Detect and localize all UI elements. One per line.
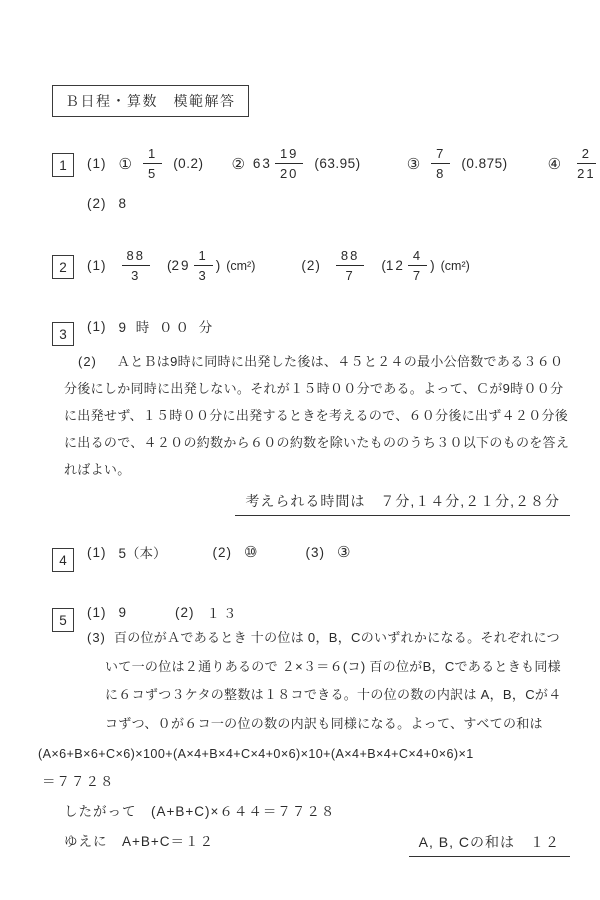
problem-3-q1-row — [87, 316, 570, 336]
decimal-note: (0.875) — [461, 156, 508, 171]
final-answer: 考えられる時間は ７分,１４分,２１分,２８分 — [235, 491, 570, 516]
problem-4 — [52, 542, 570, 572]
circled-1-icon: ① — [118, 155, 132, 173]
problem-2-answers-row — [87, 249, 570, 282]
final-answer: A, B, Cの和は １２ — [409, 832, 570, 857]
fraction — [275, 147, 303, 180]
fraction-denominator: 21 — [577, 166, 596, 181]
problem-2 — [52, 249, 570, 282]
equation-therefore: したがって (A+B+C)×６４４＝７７２８ — [64, 804, 336, 819]
unit-label: (cm²) — [226, 258, 256, 273]
paren-open: ( — [166, 258, 172, 273]
sum-formula: (A×6+B×6+C×6)×100+(A×4+B×4+C×4+0×6)×10+(A×4+B×4+C×4+0×6)×1 — [38, 747, 474, 761]
fraction-numerator: 7 — [431, 147, 450, 164]
problem-1-q2-row — [87, 196, 600, 211]
q-label: (1) — [87, 604, 107, 620]
q-label: (1) — [87, 318, 107, 334]
fraction-numerator: 1 — [194, 249, 213, 266]
fraction — [122, 249, 150, 282]
fraction — [572, 147, 600, 180]
problem-3 — [52, 316, 570, 346]
q-label: (2) — [175, 604, 195, 620]
fraction-denominator: 7 — [412, 268, 423, 283]
paren-open: ( — [381, 258, 386, 273]
problem-5-q3-explanation — [87, 624, 570, 738]
sheet-title: Ｂ日程・算数 模範解答 — [52, 85, 249, 117]
fraction — [143, 147, 162, 180]
whole-number: 63 — [252, 156, 272, 171]
fraction — [431, 147, 450, 180]
fraction-denominator: 5 — [147, 166, 158, 181]
fraction-denominator: 7 — [345, 268, 355, 283]
unit-label: (cm²) — [440, 258, 470, 273]
problem-1-answers-row — [87, 147, 600, 180]
equation-hence: ゆえに A+B+C＝１２ — [64, 834, 215, 849]
mixed-number — [381, 249, 434, 282]
circled-3-icon: ③ — [336, 544, 351, 561]
problem-1 — [52, 146, 596, 211]
mixed-number — [167, 249, 220, 282]
fraction-numerator: 4 — [408, 249, 427, 266]
problem-5-number: 5 — [52, 608, 74, 632]
circled-4-icon: ④ — [547, 155, 562, 173]
problem-2-number: 2 — [52, 255, 74, 279]
circled-2-icon: ② — [231, 155, 245, 173]
fraction — [336, 249, 364, 282]
fraction-denominator: 3 — [198, 268, 208, 283]
problem-3-answer-line — [52, 491, 570, 516]
problem-1-number: 1 — [52, 153, 74, 177]
q-label: (2) — [212, 544, 233, 560]
q-label: (2) — [301, 258, 321, 273]
problem-5-q12-row — [87, 602, 570, 622]
explanation-text: ＡとＢは9時に同時に出発した後は、４５と２４の最小公倍数である３６０分後にしか同時に出発しない。それが１５時００分である。よって、Ｃが9時００分に出発せず、１５時００分に出発するときを考えるので、６０分後に出ず４２０分後に出るので、４２０の約数から６０の約数を除いたもののうち３０以下のものを答えればよい。 — [64, 354, 570, 477]
fraction-numerator: 19 — [275, 147, 303, 164]
problem-5 — [52, 602, 570, 738]
answer-value: １３ — [206, 606, 240, 621]
q-label: (1) — [87, 258, 107, 273]
decimal-note: (0.2) — [173, 156, 204, 171]
paren-close: ) — [430, 258, 435, 273]
problem-4-answers-row — [87, 542, 570, 562]
fraction — [408, 249, 427, 282]
q-label: (3) — [87, 630, 106, 645]
fraction-denominator: 3 — [131, 268, 141, 283]
problem-3-q2-explanation — [64, 348, 570, 483]
answer-value: 5（本） — [118, 546, 167, 561]
fraction-denominator: 20 — [279, 166, 299, 181]
problem-4-number: 4 — [52, 548, 74, 572]
whole-number: 29 — [171, 258, 191, 273]
equation-result: ＝７７２８ — [42, 774, 115, 789]
answer-value: 9 — [118, 604, 130, 620]
problem-3-number: 3 — [52, 322, 74, 346]
decimal-note: (63.95) — [314, 156, 361, 171]
fraction-numerator: 1 — [143, 147, 162, 164]
answer-value: 8 — [118, 196, 130, 211]
whole-number: 12 — [385, 258, 405, 273]
circled-10-icon: ⑩ — [244, 544, 258, 561]
paren-close: ) — [215, 258, 221, 273]
q-label: (3) — [305, 544, 325, 560]
q-label: (2) — [87, 196, 107, 211]
fraction-numerator: 88 — [336, 249, 364, 266]
q-label: (1) — [87, 156, 107, 171]
fraction-denominator: 8 — [436, 166, 446, 181]
fraction — [194, 249, 213, 282]
explanation-text: 百の位がＡであるとき 十の位は 0，B，Cのいずれかになる。それぞれについて一の位は２通りあるので ２×３＝６(コ) 百の位がB，Cであるときも同様に６コずつ３ケタの整数は１８コできる。十の位の数の内訳は A，B，Cが４コずつ、０が６コ一の位の数の内訳も同様になる。よって、すべての和は — [105, 630, 562, 731]
circled-3-icon: ③ — [406, 155, 421, 173]
answer-value: 9 時 ００ 分 — [118, 320, 216, 335]
fraction-numerator: 88 — [122, 249, 150, 266]
q-label: (1) — [87, 544, 107, 560]
q-label: (2) — [78, 354, 97, 369]
fraction-numerator: 2 — [577, 147, 596, 164]
